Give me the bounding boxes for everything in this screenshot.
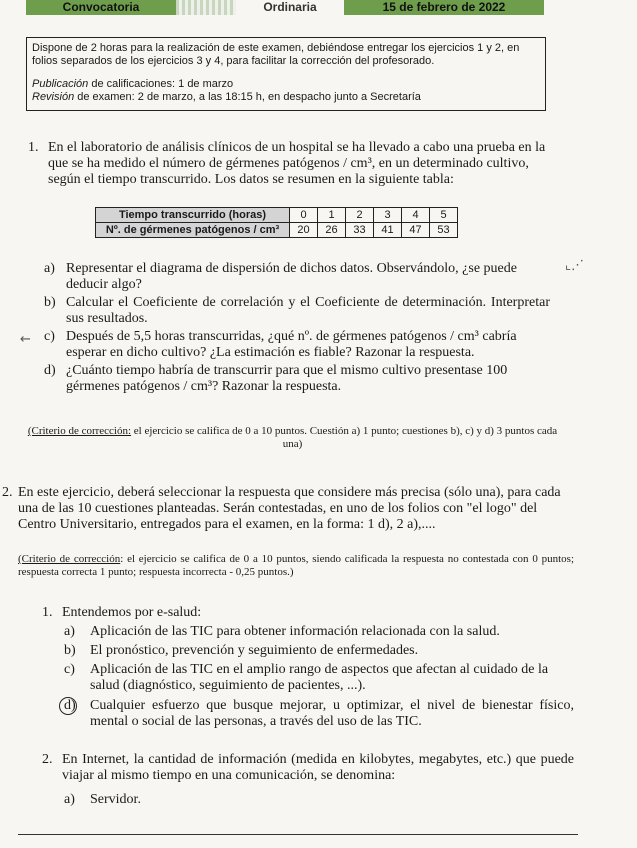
- question-d-text: ¿Cuánto tiempo habría de transcurrir para que el mismo cultivo presentase 100 gérmenes patógenos / cm³? Razonar la respuesta.: [66, 363, 508, 394]
- header-convocatoria: Convocatoria: [26, 0, 176, 15]
- question-c-label: c): [44, 329, 55, 344]
- question-b-label: b): [44, 295, 56, 310]
- table-cell: 1: [318, 208, 346, 223]
- ex2-q1-text: Entendemos por e-salud:: [62, 605, 202, 620]
- ex2-criteria: (Criterio de corrección: el ejercicio se califica de 0 a 10 puntos, siendo calificada la respuesta no contestada con 0 puntos; respuesta correcta 1 punto; respuesta incorrecta - 0,25 puntos.): [18, 553, 574, 578]
- pencil-mark-icon: ⌞⋰: [565, 258, 585, 273]
- header-date: 15 de febrero de 2022: [344, 0, 544, 15]
- ex2-number: 2.: [2, 485, 13, 500]
- table-cell: 41: [374, 223, 402, 238]
- question-a-label: a): [44, 261, 55, 276]
- question-d-label: d): [44, 363, 56, 378]
- option-d-label: d): [64, 698, 76, 713]
- question-b-text: Calcular el Coeficiente de correlación y el Coeficiente de determinación. Interpretar sus resultados.: [66, 295, 550, 326]
- table-cell: 3: [374, 208, 402, 223]
- table-cell: 0: [290, 208, 318, 223]
- option-b-text: El pronóstico, prevención y seguimiento de enfermedades.: [90, 643, 419, 658]
- table-cell: 26: [318, 223, 346, 238]
- table-row: [96, 223, 458, 238]
- ex2-q2-number: 2.: [42, 752, 53, 767]
- q2-option-a-label: a): [64, 792, 75, 807]
- bottom-rule: [18, 834, 578, 835]
- table-cell: 20: [290, 223, 318, 238]
- table-cell: 2: [346, 208, 374, 223]
- option-d-text: Cualquier esfuerzo que busque mejorar, u optimizar, el nivel de bienestar físico, mental o social de las personas, a través del uso de las TIC.: [90, 698, 574, 729]
- instructions-line1: Dispone de 2 horas para la realización de este examen, debiéndose entregar los ejercicios 1 y 2, en folios separados de los ejercicios 3 y 4, para facilitar la corrección del profesorado.: [32, 42, 520, 67]
- arrow-left-icon: ←: [20, 332, 31, 347]
- option-a-label: a): [64, 624, 75, 639]
- question-c-text: Después de 5,5 horas transcurridas, ¿qué nº. de gérmenes patógenos / cm³ cabría esperar en dicho cultivo? ¿La estimación es fiable? Razonar la respuesta.: [66, 329, 517, 360]
- ex2-q1-number: 1.: [42, 605, 53, 620]
- table-cell: 5: [430, 208, 458, 223]
- table-header-germs: Nº. de gérmenes patógenos / cm³: [96, 223, 290, 238]
- option-c-text: Aplicación de las TIC en el amplio rango de aspectos que afectan al cuidado de la salud (diagnóstico, seguimiento de pacientes, ...).: [90, 662, 549, 693]
- ex1-criteria: (Criterio de corrección: el ejercicio se califica de 0 a 10 puntos. Cuestión a) 1 punto; cuestiones b), c) y d) 3 puntos cada una): [27, 425, 558, 450]
- ex1-number: 1.: [28, 140, 39, 155]
- option-a-text: Aplicación de las TIC para obtener información relacionada con la salud.: [90, 624, 500, 639]
- ex2-q2-text: En Internet, la cantidad de información (medida en kilobytes, megabytes, etc.) que puede viajar al mismo tiempo en una comunicación, se denomina:: [62, 752, 574, 783]
- header-type: Ordinaria: [263, 0, 317, 14]
- table-cell: 47: [402, 223, 430, 238]
- option-c-label: c): [64, 662, 75, 677]
- table-row: [96, 208, 458, 223]
- table-cell: 33: [346, 223, 374, 238]
- ex1-intro: En el laboratorio de análisis clínicos de un hospital se ha llevado a cabo una prueba en la que se ha medido el número de gérmenes patógenos / cm³, en un determinado cultivo, según el tiempo transcurrido. Los datos se resumen en la siguiente tabla:: [48, 140, 546, 187]
- publication-line: Publicación de calificaciones: 1 de marzo: [32, 78, 234, 90]
- data-table: [95, 207, 458, 238]
- table-header-time: Tiempo transcurrido (horas): [96, 208, 290, 223]
- option-b-label: b): [64, 643, 76, 658]
- instructions-box: [26, 37, 546, 111]
- table-cell: 4: [402, 208, 430, 223]
- header-texture: [176, 0, 236, 15]
- review-line: Revisión de examen: 2 de marzo, a las 18:15 h, en despacho junto a Secretaría: [32, 91, 421, 103]
- table-cell: 53: [430, 223, 458, 238]
- q2-option-a-text: Servidor.: [90, 792, 141, 807]
- question-a-text: Representar el diagrama de dispersión de dichos datos. Observándolo, ¿se puede deducir algo?: [66, 261, 517, 292]
- ex2-intro: En este ejercicio, deberá seleccionar la respuesta que considere más precisa (sólo una), para cada una de las 10 cuestiones planteadas. Serán contestadas, en uno de los folios con "el logo" del Centro Universitario, entregados para el examen, en la forma: 1 d), 2 a),....: [18, 485, 561, 532]
